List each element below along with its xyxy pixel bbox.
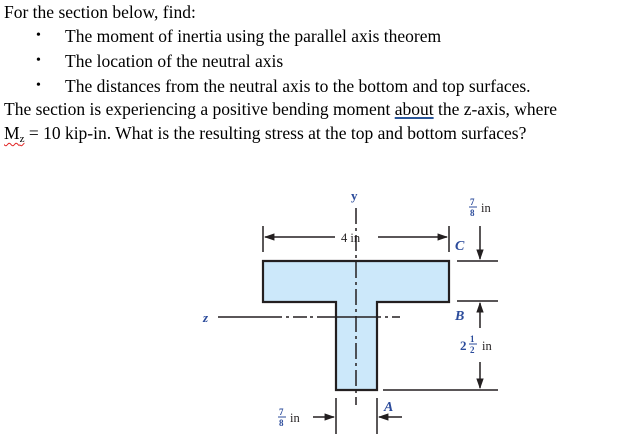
moment-subscript: z (19, 133, 25, 145)
web-thickness-den: 8 (279, 418, 284, 428)
moment-letter: M (4, 123, 20, 143)
web-height-den: 2 (470, 345, 475, 355)
point-c-label: C (455, 239, 465, 254)
y-axis-label: y (351, 188, 358, 203)
web-height-unit: in (482, 339, 492, 353)
flange-thickness-num: 7 (470, 197, 475, 207)
bullet-item-1: The moment of inertia using the parallel axis theorem (65, 26, 442, 46)
web-height-whole: 2 (460, 338, 467, 353)
web-thickness-num: 7 (279, 407, 284, 417)
sentence-2-post: = 10 kip-in. What is the resulting stress at the top and bottom surfaces? (24, 123, 527, 143)
bullet-item-2: The location of the neutral axis (65, 51, 284, 71)
z-axis-label: z (203, 310, 209, 325)
bullet-icon: • (36, 28, 41, 43)
grammar-flag-about: about (394, 99, 434, 119)
bullet-icon: • (36, 53, 41, 68)
point-a-label: A (384, 400, 394, 415)
flange-thickness-den: 8 (470, 208, 475, 218)
bullet-item-3: The distances from the neutral axis to the bottom and top surfaces. (65, 76, 531, 96)
intro-text: For the section below, find: (4, 2, 196, 22)
sentence-1-post: the z-axis, where (433, 99, 558, 119)
point-b-label: B (455, 309, 465, 324)
flange-width-label: 4 in (341, 231, 361, 245)
web-thickness-unit: in (290, 411, 300, 425)
flange-thickness-unit: in (481, 201, 491, 215)
bullet-icon: • (36, 78, 41, 93)
sentence-1-pre: The section is experiencing a positive bending moment (4, 99, 395, 119)
web-height-num: 1 (470, 334, 475, 344)
